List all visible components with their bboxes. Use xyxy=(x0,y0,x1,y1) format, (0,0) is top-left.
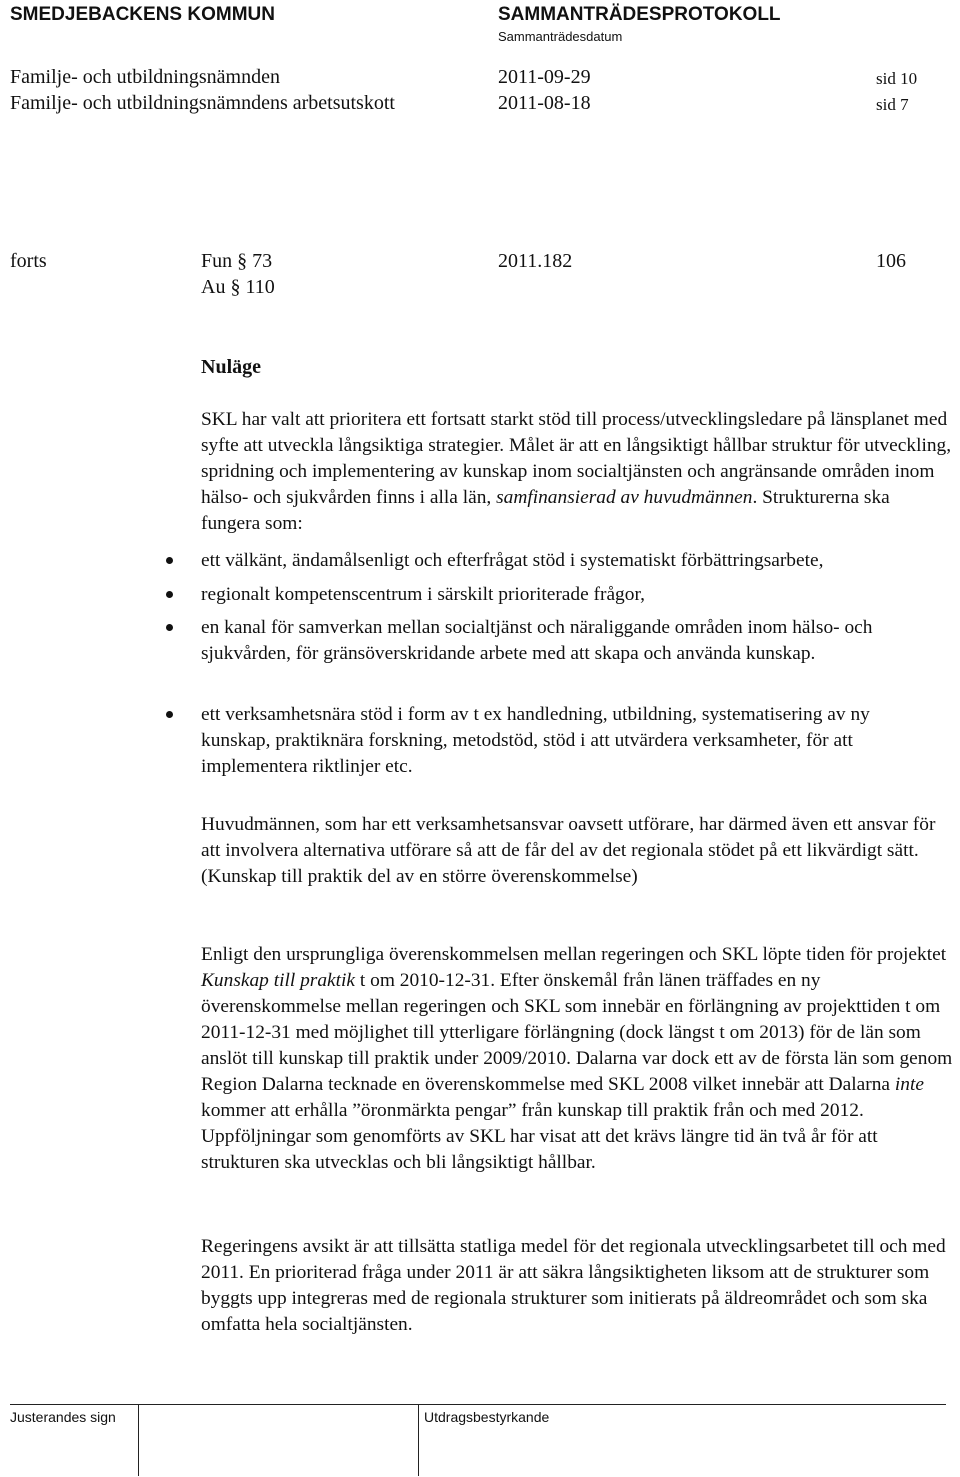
case-number: 2011.182 xyxy=(498,250,573,272)
document-number: 106 xyxy=(876,250,906,272)
committee-name: Familje- och utbildningsnämnden xyxy=(10,66,280,88)
committee-date: 2011-09-29 xyxy=(498,66,591,88)
footer-utdragsbestyrkande: Utdragsbestyrkande xyxy=(424,1409,550,1425)
paragraph-regeringen: Regeringens avsikt är att tillsätta statliga medel för det regionala utvecklingsarbetet till och med 2011. En prioriterad fråga under 2011 är att säkra långsiktigheten liksom att de strukturer som byggts upp integreras med de regionala strukturer som initierats på äldreområdet och som ska omfatta hela socialtjänsten. xyxy=(201,1236,946,1335)
paragraph-overenskommelse: Enligt den ursprungliga överenskommelsen mellan regeringen och SKL löpte tiden för projektet Kunskap till praktik t om 2010-12-31. Efter önskemål från länen träffades en ny överenskommelse mellan regeringen och SKL som innebär en förlängning av projekttiden t om 2011-12-31 med möjlighet till ytterligare förlängning (dock längst t om 2013) för de län som anslöt till kunskap till praktik under 2009/2010. Dalarna var dock ett av de första län som genom Region Dalarna tecknade en överenskommelse med SKL 2008 vilket innebär att Dalarna inte kommer att erhålla ”öronmärkta pengar” från kunskap till praktik från och med 2012. Uppföljningar som genomförts av SKL har visat att det krävs längre tid än två år för att strukturen ska utvecklas och bli långsiktigt hållbar. xyxy=(201,944,953,1173)
bullet-icon xyxy=(166,711,173,718)
bullet-icon xyxy=(166,624,173,631)
bullet-icon xyxy=(166,591,173,598)
paragraph-intro: SKL har valt att prioritera ett fortsatt starkt stöd till process/utvecklingsledare på länsplanet med syfte att utveckla långsiktiga strategier. Målet är att en långsiktigt hållbar struktur för utveckling, spridning och implementering av kunskap inom socialtjänsten och angränsande områden inom hälso- och sjukvården finns i alla län, samfinansierad av huvudmännen. Strukturerna ska fungera som: xyxy=(201,409,952,534)
paragraph-huvudmannen: Huvudmännen, som har ett verksamhetsansvar oavsett utförare, har därmed även ett ansvar för att involvera alternativa utförare så att de får del av det regionala stödet på ett likvärdigt sätt. (Kunskap till praktik del av en större överenskommelse) xyxy=(201,814,936,887)
bullet-icon xyxy=(166,557,173,564)
footer-column-divider xyxy=(418,1404,419,1476)
subcommittee-name: Familje- och utbildningsnämndens arbetsutskott xyxy=(10,92,395,114)
fun-paragraph-ref: Fun § 73 xyxy=(201,250,273,272)
committee-page: sid 10 xyxy=(876,69,918,88)
subcommittee-date: 2011-08-18 xyxy=(498,92,591,114)
organization-name: SMEDJEBACKENS KOMMUN xyxy=(10,4,275,25)
section-heading: Nuläge xyxy=(201,356,261,378)
forts-label: forts xyxy=(10,250,47,272)
date-caption: Sammanträdesdatum xyxy=(498,29,623,44)
subcommittee-page: sid 7 xyxy=(876,95,909,114)
footer-signature-box-edge xyxy=(138,1404,139,1476)
footer-divider xyxy=(10,1404,946,1405)
footer-justerandes-sign: Justerandes sign xyxy=(10,1409,116,1425)
au-paragraph-ref: Au § 110 xyxy=(201,276,275,298)
document-type: SAMMANTRÄDESPROTOKOLL xyxy=(498,4,781,25)
